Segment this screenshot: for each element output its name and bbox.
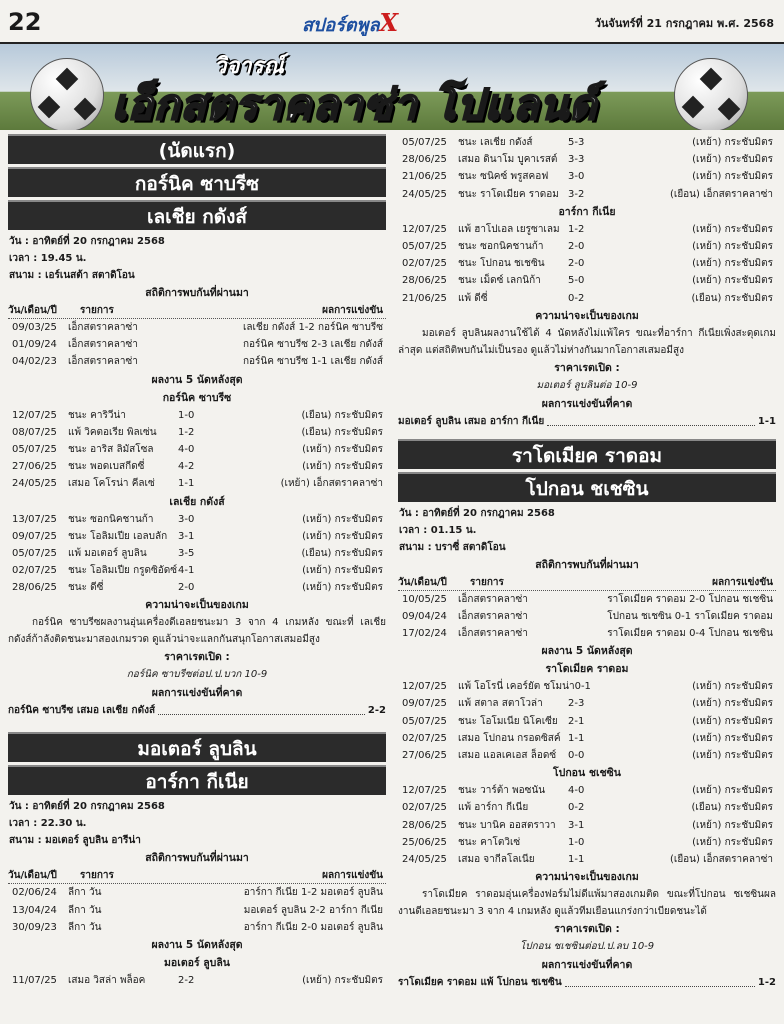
row-venue: (เยือน) เอ็กสตราคลาซ่า xyxy=(670,188,773,200)
row-venue: (เหย้า) กระชับมิตร xyxy=(302,443,383,455)
row-score: 1-2 xyxy=(178,426,195,438)
row-venue: (เยือน) กระชับมิตร xyxy=(301,547,383,559)
form-list xyxy=(8,407,386,493)
row-venue: (เหย้า) กระชับมิตร xyxy=(302,530,383,542)
row-opponent: ชนะ โอลิมเปีย กรูดซิอัดซ์ xyxy=(68,565,178,577)
row-date: 09/07/25 xyxy=(402,698,447,710)
row-opponent: ชนะ คาริวีน่า xyxy=(68,409,126,421)
row-competition: เอ็กสตราคลาซ่า xyxy=(68,339,138,351)
row-venue: (เหย้า) กระชับมิตร xyxy=(692,240,773,252)
row-result: อาร์กา กีเนีย 2-0 มอเตอร์ ลูบลิน xyxy=(243,921,383,933)
row-score: 3-5 xyxy=(178,547,195,559)
row-date: 11/07/25 xyxy=(12,975,57,986)
row-opponent: แพ้ วิคตอเรีย พิลเซ่น xyxy=(68,426,157,438)
row-date: 28/06/25 xyxy=(402,819,447,831)
row-date: 30/09/23 xyxy=(12,921,57,933)
row-opponent: ชนะ พอดเบสกีดซี่ xyxy=(68,461,145,473)
form-row xyxy=(8,424,386,441)
issue-date: วันจันทร์ที่ 21 กรกฎาคม พ.ศ. 2568 xyxy=(594,17,774,30)
row-score: 1-0 xyxy=(178,409,195,421)
chance-title: ความน่าจะเป็นของเกม xyxy=(535,309,639,322)
row-date: 13/04/24 xyxy=(12,904,57,916)
page-number: 22 xyxy=(8,8,42,36)
row-date: 05/07/25 xyxy=(12,443,57,455)
row-opponent: ชนะ เลเชีย กดังส์ xyxy=(458,137,533,148)
row-date: 05/07/25 xyxy=(402,137,447,148)
match-time: เวลา : 19.45 น. xyxy=(9,253,87,264)
form-row xyxy=(398,255,776,272)
row-venue: (เหย้า) กระชับมิตร xyxy=(692,223,773,235)
row-date: 28/06/25 xyxy=(402,154,447,166)
row-score: 4-0 xyxy=(178,443,195,455)
row-opponent: แพ้ ดีซี่ xyxy=(458,292,488,304)
home-team-bar: ราโดเมียค ราดอม xyxy=(398,439,776,469)
form-list xyxy=(8,511,386,597)
form-title: ผลงาน 5 นัดหลังสุด xyxy=(151,939,243,951)
row-venue: (เหย้า) กระชับมิตร xyxy=(692,819,773,831)
form-row xyxy=(8,562,386,579)
row-opponent: เสมอ จากีลโลเนีย xyxy=(458,853,535,865)
match-venue: สนาม : บราซี่ สตาดิโอน xyxy=(399,541,506,553)
prediction-title: ผลการแข่งขันที่คาด xyxy=(541,959,633,972)
row-score: 3-3 xyxy=(568,154,585,166)
form-row xyxy=(8,475,386,492)
team-form-label: เลเชีย กดังส์ xyxy=(169,495,225,508)
row-opponent: ชนะ ดีซี่ xyxy=(68,582,104,594)
row-date: 05/07/25 xyxy=(402,715,447,727)
row-opponent: ชนะ โอโมเนีย นิโคเซีย xyxy=(458,715,558,727)
row-result: ราโดเมียค ราดอม 0-4 โปกอน ชเชซิน xyxy=(607,628,773,640)
odds-title: ราคาเรตเปิด : xyxy=(164,651,230,664)
row-date: 12/07/25 xyxy=(12,409,57,421)
match-date: วัน : อาทิตย์ที่ 20 กรกฎาคม 2568 xyxy=(9,236,165,247)
form-list xyxy=(398,678,776,764)
row-competition: เอ็กสตราคลาซ่า xyxy=(68,322,138,333)
row-venue: (เหย้า) กระชับมิตร xyxy=(692,258,773,270)
row-score: 2-0 xyxy=(178,582,195,594)
team-form-label: อาร์กา กีเนีย xyxy=(558,205,616,218)
row-date: 10/05/25 xyxy=(402,593,447,605)
analysis-text: กอร์นิค ซาบรีซผลงานอุ่นเครื่องดีเอลยชนะมา 3 จาก 4 เกมหลัง ขณะที่ เลเชีย กดังส์ก้าลังติดชนะมาสองเกมรวด ดูแล้วน่าจะแลกกันสนุกโอกาสเสมอมีสูง xyxy=(8,617,386,646)
soccer-ball-icon xyxy=(674,58,748,130)
row-venue: (เยือน) กระชับมิตร xyxy=(301,409,383,421)
row-score: 2-0 xyxy=(568,240,585,252)
prediction-row: ราโดเมียค ราดอม แพ้ โปกอน ชเชซิน 1-2 xyxy=(398,974,776,992)
row-competition: เอ็กสตราคลาซ่า xyxy=(68,356,138,368)
form-row xyxy=(398,151,776,168)
row-venue: (เยือน) เอ็กสตราคลาซ่า xyxy=(670,853,773,865)
row-score: 0-2 xyxy=(568,802,585,814)
form-row xyxy=(8,511,386,528)
form-row xyxy=(398,186,776,203)
odds-text: กอร์นิค ซาบรีซต่อป.ป.บวก 10-9 xyxy=(126,669,268,681)
h2h-row xyxy=(398,608,776,625)
row-competition: ลีกา วัน xyxy=(68,904,102,916)
row-date: 24/05/25 xyxy=(402,853,447,865)
row-score: 0-0 xyxy=(568,750,585,761)
row-opponent: ชนะ บานิค ออสตราวา xyxy=(458,819,556,831)
row-score: 5-0 xyxy=(568,275,585,287)
row-result: มอเตอร์ ลูบลิน 2-2 อาร์กา กีเนีย xyxy=(243,904,383,916)
row-opponent: ชนะ ซอกนิคชานก้า xyxy=(458,240,544,252)
home-team-bar: มอเตอร์ ลูบลิน xyxy=(8,732,386,762)
h2h-row xyxy=(8,336,386,353)
row-score: 3-0 xyxy=(178,513,195,525)
row-opponent: ชนะ โอลิมเปีย เอลบลัก xyxy=(68,530,168,542)
row-date: 02/07/25 xyxy=(402,732,447,744)
banner-subtitle: วิจารณ์ xyxy=(214,53,284,79)
form-list xyxy=(8,972,386,989)
h2h-header: วัน/เดือน/ปี รายการ ผลการแข่งขัน xyxy=(398,574,776,591)
h2h-row xyxy=(8,353,386,370)
row-venue: (เหย้า) กระชับมิตร xyxy=(692,137,773,148)
row-opponent: เสมอ โปกอน กรอดซิสค์ xyxy=(458,732,561,744)
row-score: 3-1 xyxy=(568,819,585,831)
form-row xyxy=(398,834,776,851)
row-opponent: แพ้ มอเตอร์ ลูบลิน xyxy=(68,547,147,559)
row-opponent: ชนะ วาร์ต้า พอซนัน xyxy=(458,785,546,797)
row-venue: (เหย้า) กระชับมิตร xyxy=(692,698,773,710)
form-row xyxy=(398,238,776,255)
form-row xyxy=(398,747,776,764)
row-date: 13/07/25 xyxy=(12,513,57,525)
away-team-bar: โปกอน ชเชซิน xyxy=(398,472,776,502)
form-row xyxy=(8,545,386,562)
row-opponent: ชนะ ซอกนิคชานก้า xyxy=(68,513,154,525)
h2h-title: สถิติการพบกันที่ผ่านมา xyxy=(145,852,249,865)
form-row xyxy=(398,168,776,185)
row-score: 3-0 xyxy=(568,171,585,183)
row-date: 09/07/25 xyxy=(12,530,57,542)
h2h-header: วัน/เดือน/ปี รายการ ผลการแข่งขัน xyxy=(8,302,386,319)
row-venue: (เหย้า) กระชับมิตร xyxy=(302,975,383,986)
publication-logo: สปอร์ตพูลX xyxy=(302,8,399,37)
row-date: 12/07/25 xyxy=(402,681,447,693)
row-venue: (เหย้า) กระชับมิตร xyxy=(692,154,773,166)
form-list xyxy=(398,782,776,868)
h2h-row xyxy=(8,884,386,901)
odds-title: ราคาเรตเปิด : xyxy=(554,361,620,374)
row-score: 0-2 xyxy=(568,292,585,304)
section-label: (นัดแรก) xyxy=(8,134,386,164)
row-result: โปกอน ชเชซิน 0-1 ราโดเมียค ราดอม xyxy=(607,610,773,622)
row-date: 28/06/25 xyxy=(12,582,57,594)
row-venue: (เหย้า) กระชับมิตร xyxy=(692,750,773,761)
row-date: 28/06/25 xyxy=(402,275,447,287)
row-result: เลเชีย กดังส์ 1-2 กอร์นิค ซาบรีซ xyxy=(242,322,383,333)
form-row xyxy=(398,695,776,712)
row-score: 3-2 xyxy=(568,188,585,200)
row-opponent: เสมอ วิสล่า พล็อค xyxy=(68,975,146,986)
row-date: 24/05/25 xyxy=(12,478,57,490)
chance-title: ความน่าจะเป็นของเกม xyxy=(535,871,639,884)
row-competition: ลีกา วัน xyxy=(68,921,102,933)
h2h-row xyxy=(8,902,386,919)
odds-text: โปกอน ชเชซินต่อป.ป.ลบ 10-9 xyxy=(519,941,655,953)
row-date: 24/05/25 xyxy=(402,188,447,200)
row-score: 4-0 xyxy=(568,785,585,797)
prediction-title: ผลการแข่งขันที่คาด xyxy=(541,397,633,410)
form-row xyxy=(8,528,386,545)
right-column xyxy=(398,134,776,992)
row-competition: ลีกา วัน xyxy=(68,887,102,899)
form-row xyxy=(398,272,776,289)
match-time: เวลา : 22.30 น. xyxy=(9,818,87,830)
row-date: 17/02/24 xyxy=(402,628,447,640)
h2h-row xyxy=(8,919,386,936)
row-opponent: แพ้ ฮาโปเอล เยรูซาเลม xyxy=(458,223,560,235)
row-competition: เอ็กสตราคลาซ่า xyxy=(458,593,528,605)
form-row xyxy=(8,972,386,989)
match-date: วัน : อาทิตย์ที่ 20 กรกฎาคม 2568 xyxy=(399,507,555,519)
row-opponent: แพ้ โอโรนี่ เคอร์ยัต ชโมน่า xyxy=(458,681,575,693)
form-row xyxy=(8,407,386,424)
team-form-label: โปกอน ชเชซิน xyxy=(553,767,621,780)
match-venue: สนาม : เอร์เนสต้า สตาดิโอน xyxy=(9,270,135,281)
row-date: 08/07/25 xyxy=(12,426,57,438)
row-score: 4-1 xyxy=(178,565,195,577)
match-date: วัน : อาทิตย์ที่ 20 กรกฎาคม 2568 xyxy=(9,801,165,813)
row-venue: (เหย้า) กระชับมิตร xyxy=(692,836,773,848)
row-opponent: ชนะ โปกอน ชเชซิน xyxy=(458,258,545,270)
row-date: 09/03/25 xyxy=(12,322,57,333)
prediction-row: กอร์นิค ซาบรีซ เสมอ เลเชีย กดังส์ 2-2 xyxy=(8,702,386,720)
team-form-label: ราโดเมียค ราดอม xyxy=(545,663,629,676)
row-result: อาร์กา กีเนีย 1-2 มอเตอร์ ลูบลิน xyxy=(243,887,383,899)
row-result: กอร์นิค ซาบรีซ 1-1 เลเชีย กดังส์ xyxy=(242,356,383,368)
form-row xyxy=(398,678,776,695)
row-date: 04/02/23 xyxy=(12,356,57,368)
banner-title: เอ็กสตราคลาซ่า โปแลนด์ xyxy=(112,80,598,129)
form-row xyxy=(398,134,776,151)
h2h-title: สถิติการพบกันที่ผ่านมา xyxy=(145,287,249,299)
odds-text: มอเตอร์ ลูบลินต่อ 10-9 xyxy=(536,379,638,391)
form-row xyxy=(8,579,386,596)
match-time: เวลา : 01.15 น. xyxy=(399,524,477,536)
row-venue: (เหย้า) กระชับมิตร xyxy=(692,171,773,183)
h2h-list xyxy=(398,591,776,643)
form-row xyxy=(8,458,386,475)
row-venue: (เยือน) กระชับมิตร xyxy=(691,802,773,814)
row-score: 3-1 xyxy=(178,530,195,542)
row-date: 21/06/25 xyxy=(402,292,447,304)
analysis-text: ราโดเมียค ราดอมอุ่นเครื่องฟอร์มไม่ดีแพ้มาสองเกมติด ขณะที่โปกอน ชเชซินผลงานดีเอลยชนะมา 3 จาก 4 เกมหลัง ดูแล้วทีมเยือนแกร่งกว่าเบียดชนะได้ xyxy=(398,889,776,918)
row-opponent: ชนะ อาริส ลิมัสโซล xyxy=(68,443,154,455)
row-score: 1-1 xyxy=(178,478,195,490)
chance-title: ความน่าจะเป็นของเกม xyxy=(145,599,249,612)
form-title: ผลงาน 5 นัดหลังสุด xyxy=(151,373,243,386)
row-opponent: ชนะ คาโตวิเซ่ xyxy=(458,836,521,848)
h2h-row xyxy=(398,591,776,608)
row-date: 02/07/25 xyxy=(402,802,447,814)
row-venue: (เหย้า) กระชับมิตร xyxy=(692,732,773,744)
row-venue: (เหย้า) กระชับมิตร xyxy=(302,513,383,525)
row-score: 2-2 xyxy=(178,975,195,986)
row-score: 4-2 xyxy=(178,461,195,473)
row-score: 2-1 xyxy=(568,715,585,727)
h2h-row xyxy=(398,625,776,642)
row-score: 5-3 xyxy=(568,137,585,148)
row-opponent: ชนะ เม็ดซ์ เลกนิก้า xyxy=(458,275,541,287)
page-header xyxy=(0,0,784,44)
row-score: 1-2 xyxy=(568,223,585,235)
row-date: 09/04/24 xyxy=(402,610,447,622)
row-score: 1-1 xyxy=(568,853,585,865)
row-date: 27/06/25 xyxy=(402,750,447,761)
row-venue: (เยือน) กระชับมิตร xyxy=(301,426,383,438)
row-competition: เอ็กสตราคลาซ่า xyxy=(458,628,528,640)
row-venue: (เหย้า) กระชับมิตร xyxy=(692,785,773,797)
form-row xyxy=(398,851,776,868)
row-date: 01/09/24 xyxy=(12,339,57,351)
row-opponent: แพ้ สตาล สตาโวล่า xyxy=(458,698,543,710)
form-list xyxy=(398,134,776,203)
row-opponent: เสมอ โคโรน่า คีลเซ่ xyxy=(68,478,155,490)
row-competition: เอ็กสตราคลาซ่า xyxy=(458,610,528,622)
row-date: 02/07/25 xyxy=(12,565,57,577)
row-venue: (เยือน) กระชับมิตร xyxy=(691,292,773,304)
match-venue: สนาม : มอเตอร์ ลูบลิน อารีน่า xyxy=(9,835,141,847)
form-title: ผลงาน 5 นัดหลังสุด xyxy=(541,645,633,658)
form-row xyxy=(398,782,776,799)
row-date: 25/06/25 xyxy=(402,836,447,848)
h2h-header: วัน/เดือน/ปี รายการ ผลการแข่งขัน xyxy=(8,867,386,884)
row-score: 2-3 xyxy=(568,698,585,710)
h2h-title: สถิติการพบกันที่ผ่านมา xyxy=(535,558,639,571)
odds-title: ราคาเรตเปิด : xyxy=(554,923,620,936)
row-opponent: แพ้ อาร์กา กีเนีย xyxy=(458,802,529,814)
row-venue: (เหย้า) กระชับมิตร xyxy=(302,582,383,594)
form-row xyxy=(8,441,386,458)
prediction-row: มอเตอร์ ลูบลิน เสมอ อาร์กา กีเนีย 1-1 xyxy=(398,413,776,431)
row-venue: (เหย้า) กระชับมิตร xyxy=(302,565,383,577)
row-venue: (เหย้า) กระชับมิตร xyxy=(692,715,773,727)
form-row xyxy=(398,713,776,730)
row-date: 02/07/25 xyxy=(402,258,447,270)
row-score: 2-0 xyxy=(568,258,585,270)
form-row xyxy=(398,817,776,834)
row-date: 27/06/25 xyxy=(12,461,57,473)
row-date: 05/07/25 xyxy=(12,547,57,559)
h2h-list xyxy=(8,884,386,936)
h2h-row xyxy=(8,319,386,336)
row-date: 12/07/25 xyxy=(402,785,447,797)
row-opponent: เสมอ แอลเคเอส ล็อดซ์ xyxy=(458,750,557,761)
row-date: 12/07/25 xyxy=(402,223,447,235)
analysis-text: มอเตอร์ ลูบลินผลงานใช้ได้ 4 นัดหลังไม่แพ้ใคร ขณะที่อาร์กา กีเนียเพิ่งสะดุดเกมล่าสุด แต่สถิติพบกันไม่เป็นรอง ดูแล้วไม่ห่างกันมากโอกาสเสมอมีสูง xyxy=(398,327,776,356)
form-row xyxy=(398,221,776,238)
row-date: 02/06/24 xyxy=(12,887,57,899)
soccer-ball-icon xyxy=(30,58,104,130)
form-row xyxy=(398,730,776,747)
row-date: 21/06/25 xyxy=(402,171,447,183)
prediction-title: ผลการแข่งขันที่คาด xyxy=(151,687,243,700)
row-venue: (เหย้า) เอ็กสตราคลาซ่า xyxy=(280,478,383,490)
row-venue: (เหย้า) กระชับมิตร xyxy=(692,275,773,287)
row-opponent: เสมอ ดินาโม บูคาเรสต์ xyxy=(458,154,558,166)
league-banner xyxy=(0,44,784,130)
team-form-label: กอร์นิค ซาบรีซ xyxy=(162,391,232,404)
row-venue: (เหย้า) กระชับมิตร xyxy=(302,461,383,473)
team-form-label: มอเตอร์ ลูบลิน xyxy=(164,957,230,969)
form-row xyxy=(398,290,776,307)
row-date: 05/07/25 xyxy=(402,240,447,252)
form-list xyxy=(398,221,776,307)
row-result: กอร์นิค ซาบรีซ 2-3 เลเชีย กดังส์ xyxy=(242,339,383,351)
row-opponent: ชนะ ซนิคซ์ พรูสคอฟ xyxy=(458,171,549,183)
row-score: 1-0 xyxy=(568,836,585,848)
row-score: 0-1 xyxy=(574,681,591,693)
row-result: ราโดเมียค ราดอม 2-0 โปกอน ชเชซิน xyxy=(607,593,773,605)
row-venue: (เหย้า) กระชับมิตร xyxy=(692,681,773,693)
home-team-bar: กอร์นิค ซาบรีซ xyxy=(8,167,386,197)
left-column xyxy=(8,134,386,989)
h2h-list xyxy=(8,319,386,371)
away-team-bar: อาร์กา กีเนีย xyxy=(8,765,386,795)
row-opponent: ชนะ ราโดเมียค ราดอม xyxy=(458,188,559,200)
form-row xyxy=(398,799,776,816)
row-score: 1-1 xyxy=(568,732,585,744)
away-team-bar: เลเชีย กดังส์ xyxy=(8,200,386,230)
